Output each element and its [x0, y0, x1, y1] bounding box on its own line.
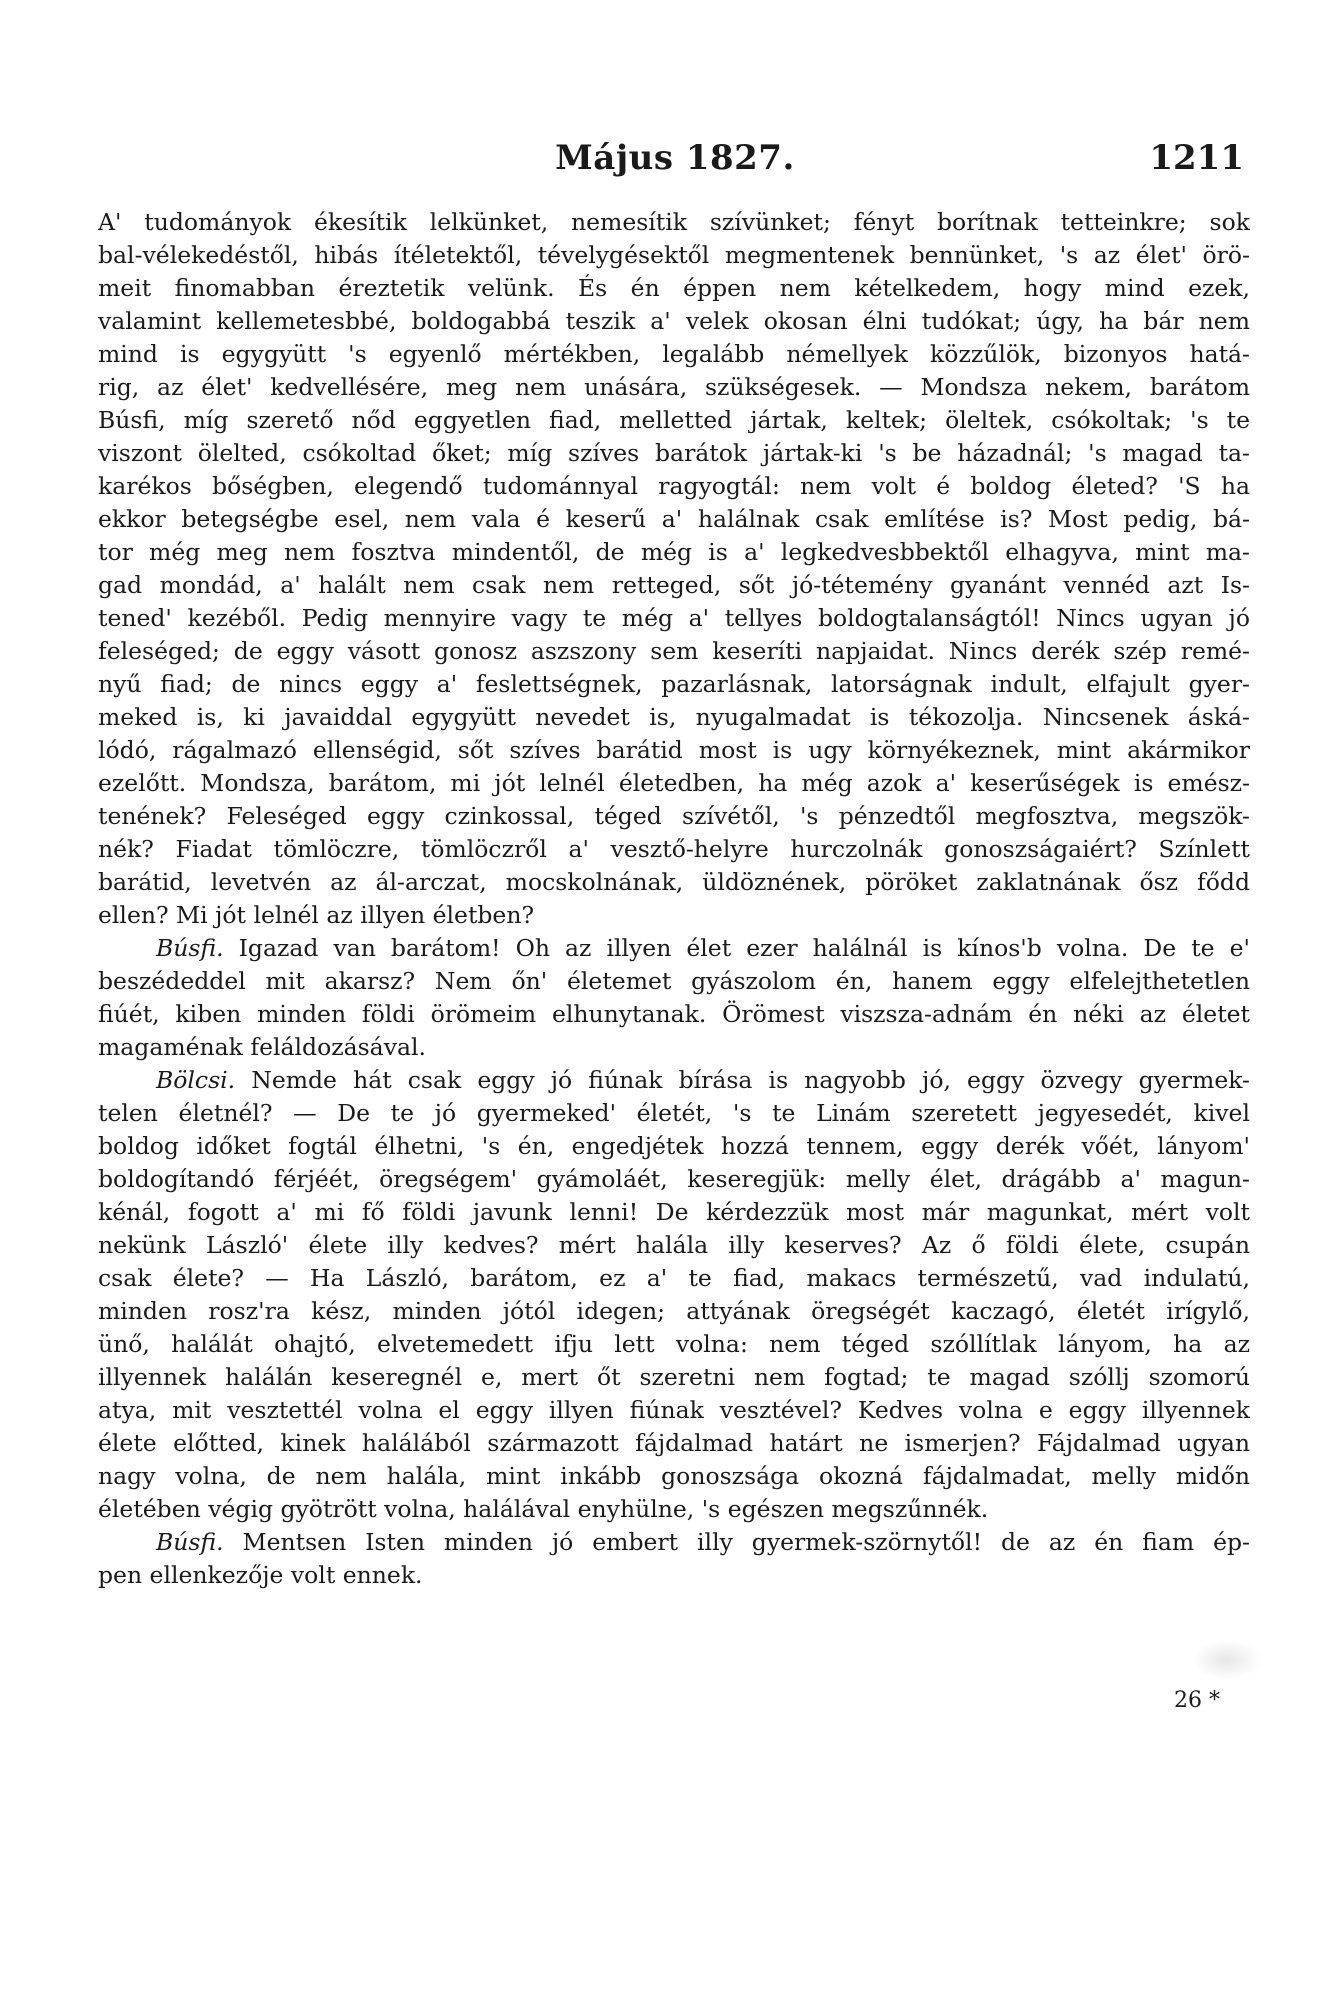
text-line: valamint kellemetesbbé, boldogabbá teszik a' velek okosan élni tudókat; úgy, ha bár nem: [98, 307, 1250, 335]
text-line: karékos bőségben, elegendő tudománnyal ragyogtál: nem volt é boldog életed? 'S ha: [98, 472, 1250, 500]
ink-smudge: [1192, 1640, 1262, 1680]
text-line: nagy volna, de nem halála, mint inkább gonoszsága okozná fájdalmadat, melly midőn: [98, 1462, 1250, 1490]
text-line: bal-vélekedéstől, hibás ítéletektől, tévelygésektől megmentenek bennünket, 's az élet' örö-: [98, 241, 1250, 269]
text-line: nyű fiad; de nincs eggy a' feslettségnek, pazarlásnak, latorságnak indult, elfajult gyer-: [98, 670, 1250, 698]
page-number: 1211: [1149, 138, 1244, 178]
text-line: atya, mit vesztettél volna el eggy illyen fiúnak vesztével? Kedves volna e eggy illyennek: [98, 1396, 1250, 1424]
text-line: Búsfi, míg szerető nőd eggyetlen fiad, melletted jártak, keltek; öleltek, csókoltak; 's te: [98, 406, 1250, 434]
text-line: pen ellenkezője volt ennek.: [98, 1561, 423, 1589]
text-line: fiúét, kiben minden földi örömeim elhunytanak. Örömest viszsza-adnám én néki az életet: [98, 1000, 1250, 1028]
text-line: ünő, halálát ohajtó, elvetemedett ifju lett volna: nem téged szóllítlak lányom, ha az: [98, 1330, 1250, 1358]
text-line: nekünk László' élete illy kedves? mért halála illy keserves? Az ő földi élete, csupán: [98, 1231, 1250, 1259]
text-line: ekkor betegségbe esel, nem vala é keserű a' halálnak csak említése is? Most pedig, bá-: [98, 505, 1250, 533]
text-line: tened' kezéből. Pedig mennyire vagy te még a' tellyes boldogtalanságtól! Nincs ugyan jó: [98, 604, 1250, 632]
text-line: Bölcsi. Nemde hát csak eggy jó fiúnak bírása is nagyobb jó, eggy özvegy gyermek-: [156, 1066, 1250, 1094]
text-line: ellen? Mi jót lelnél az illyen életben?: [98, 901, 535, 929]
signature-mark: 26 *: [1174, 1688, 1220, 1713]
text-line: minden rosz'ra kész, minden jótól idegen; attyának öregségét kaczagó, életét irígylő,: [98, 1297, 1250, 1325]
body-text: [98, 206, 1250, 1592]
text-line: nék? Fiadat tömlöczre, tömlöczről a' vesztő-helyre hurczolnák gonoszságaiért? Színlett: [98, 835, 1250, 863]
text-line: mind is egygyütt 's egyenlő mértékben, legalább némellyek közzűlök, bizonyos hatá-: [98, 340, 1250, 368]
text-line: ezelőtt. Mondsza, barátom, mi jót lelnél életedben, ha még azok a' keserűségek is emész-: [98, 769, 1250, 797]
running-title: Május 1827.: [555, 138, 795, 178]
text-line: rig, az élet' kedvellésére, meg nem unására, szükségesek. — Mondsza nekem, barátom: [98, 373, 1250, 401]
text-line: tenének? Feleséged eggy czinkossal, téged szívétől, 's pénzedtől megfosztva, megszök-: [98, 802, 1250, 830]
text-line: Búsfi. Igazad van barátom! Oh az illyen élet ezer halálnál is kínos'b volna. De te e': [156, 934, 1250, 962]
text-line: beszédeddel mit akarsz? Nem őn' életemet gyászolom én, hanem eggy elfelejthetetlen: [98, 967, 1250, 995]
text-line: barátid, levetvén az ál-arczat, mocskolnának, üldöznének, pöröket zaklatnának ősz fődd: [98, 868, 1250, 896]
text-line: telen életnél? — De te jó gyermeked' életét, 's te Linám szeretett jegyesedét, kivel: [98, 1099, 1250, 1127]
page-header: [100, 138, 1250, 188]
text-line: kénál, fogott a' mi fő földi javunk lenni! De kérdezzük most már magunkat, mért volt: [98, 1198, 1250, 1226]
text-line: gad mondád, a' halált nem csak nem retteged, sőt jó-tétemény gyanánt vennéd azt Is-: [98, 571, 1250, 599]
text-line: meked is, ki javaiddal egygyütt nevedet is, nyugalmadat is tékozolja. Nincsenek áská-: [98, 703, 1250, 731]
text-line: boldogítandó férjéét, öregségem' gyámoláét, keseregjük: melly élet, drágább a' magun-: [98, 1165, 1250, 1193]
text-line: Búsfi. Mentsen Isten minden jó embert illy gyermek-szörnytől! de az én fiam ép-: [156, 1528, 1250, 1556]
text-line: élete előtted, kinek halálából származott fájdalmad határt ne ismerjen? Fájdalmad ugyan: [98, 1429, 1250, 1457]
text-line: életében végig gyötrött volna, halálával enyhülne, 's egészen megszűnnék.: [98, 1495, 989, 1523]
text-line: csak élete? — Ha László, barátom, ez a' te fiad, makacs természetű, vad indulatú,: [98, 1264, 1250, 1292]
text-line: A' tudományok ékesítik lelkünket, nemesítik szívünket; fényt borítnak tetteinkre; sok: [98, 208, 1250, 236]
text-line: viszont ölelted, csókoltad őket; míg szíves barátok jártak-ki 's be házadnál; 's magad ta-: [98, 439, 1250, 467]
text-line: tor még meg nem fosztva mindentől, de még is a' legkedvesbbektől elhagyva, mint ma-: [98, 538, 1250, 566]
text-line: meit finomabban éreztetik velünk. És én éppen nem kételkedem, hogy mind ezek,: [98, 274, 1250, 302]
text-line: boldog időket fogtál élhetni, 's én, engedjétek hozzá tennem, eggy derék vőét, lányom': [98, 1132, 1250, 1160]
text-line: magaménak feláldozásával.: [98, 1033, 426, 1061]
text-line: feleséged; de eggy vásott gonosz aszszony sem keseríti napjaidat. Nincs derék szép remé-: [98, 637, 1250, 665]
text-line: lódó, rágalmazó ellenségid, sőt szíves barátid most is ugy környékeznek, mint akármikor: [98, 736, 1250, 764]
text-line: illyennek halálán keseregnél e, mert őt szeretni nem fogtad; te magad szóllj szomorú: [98, 1363, 1250, 1391]
